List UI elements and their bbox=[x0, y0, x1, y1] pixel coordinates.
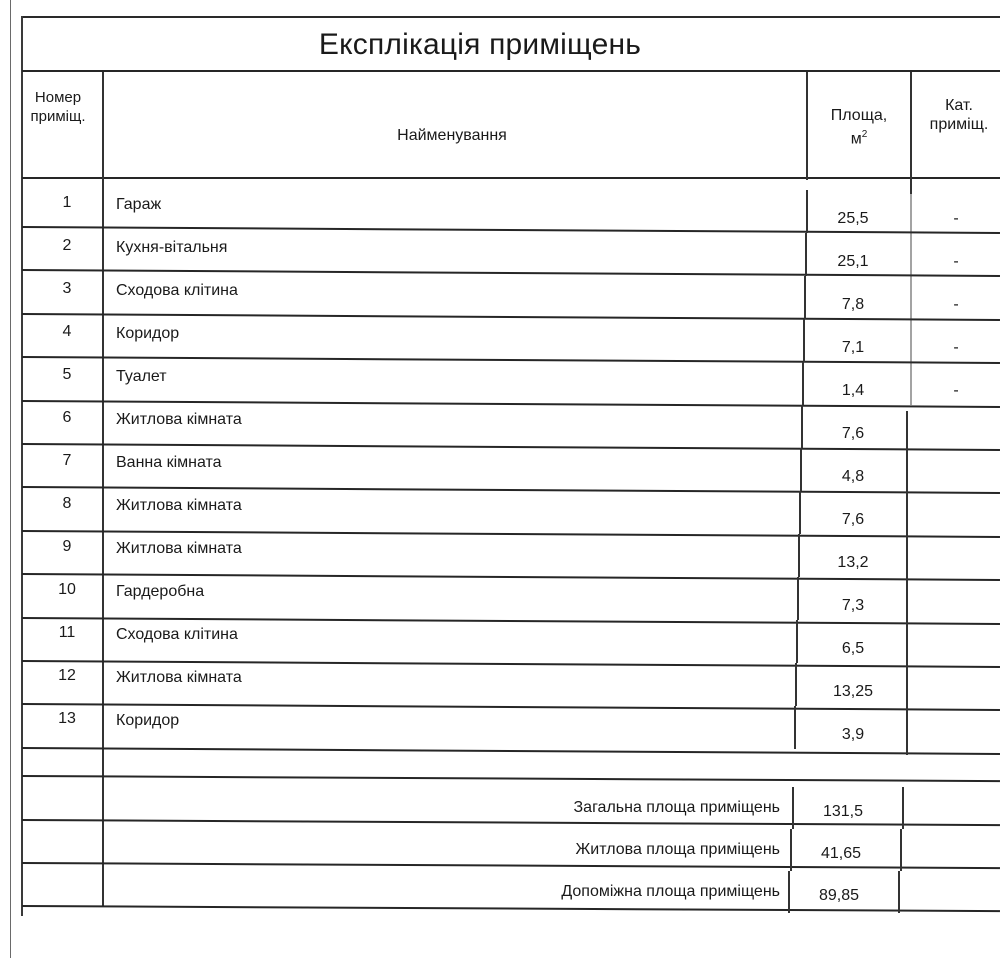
area-column-divider bbox=[802, 362, 804, 405]
room-number: 2 bbox=[62, 237, 72, 254]
room-area: 7,1 bbox=[841, 339, 865, 356]
total-value-divider bbox=[788, 871, 790, 913]
room-name: Коридор bbox=[116, 325, 180, 342]
category-column-divider bbox=[906, 712, 908, 755]
scan-edge bbox=[10, 0, 11, 958]
header-area-unit: м bbox=[850, 130, 862, 148]
header-area-unit-sup: 2 bbox=[861, 129, 868, 140]
area-column-divider bbox=[794, 706, 796, 749]
category-column-divider bbox=[906, 669, 908, 712]
area-column-divider bbox=[796, 620, 798, 663]
room-category: - bbox=[953, 339, 959, 356]
area-column-divider bbox=[795, 663, 797, 706]
total-label: Загальна площа приміщень bbox=[573, 799, 780, 816]
category-column-divider bbox=[906, 497, 908, 540]
room-category: - bbox=[953, 296, 959, 313]
room-name: Гараж bbox=[116, 196, 162, 213]
row-divider-line bbox=[22, 747, 1000, 755]
room-number: 7 bbox=[62, 452, 72, 469]
room-area: 4,8 bbox=[841, 468, 865, 485]
header-category bbox=[914, 96, 1000, 134]
area-column-divider bbox=[798, 534, 800, 577]
area-column-divider bbox=[804, 276, 806, 319]
category-column-divider bbox=[906, 583, 908, 626]
room-number: 12 bbox=[58, 667, 76, 684]
room-number: 4 bbox=[62, 323, 72, 340]
area-column-divider bbox=[805, 233, 807, 276]
header-number bbox=[28, 88, 88, 126]
room-area: 13,2 bbox=[837, 554, 869, 571]
row-divider-line bbox=[22, 356, 1000, 364]
category-column-divider bbox=[910, 190, 912, 233]
category-column-divider bbox=[906, 411, 908, 454]
total-value: 41,65 bbox=[820, 845, 862, 862]
area-column-divider bbox=[799, 491, 801, 534]
room-area: 1,4 bbox=[841, 382, 865, 399]
header-area-line1: Площа, bbox=[830, 107, 888, 124]
category-column-divider bbox=[906, 540, 908, 583]
row-divider-line bbox=[22, 660, 1000, 668]
room-area: 7,6 bbox=[841, 425, 865, 442]
room-area: 7,3 bbox=[841, 597, 865, 614]
area-column-divider bbox=[803, 319, 805, 362]
room-name: Кухня-вітальня bbox=[116, 239, 228, 256]
total-cat-divider bbox=[902, 787, 904, 829]
total-value: 131,5 bbox=[822, 803, 864, 820]
total-divider-line bbox=[22, 905, 1000, 912]
header-number-line1: Номер bbox=[34, 89, 82, 106]
total-label: Допоміжна площа приміщень bbox=[561, 883, 780, 900]
row-divider-line bbox=[22, 573, 1000, 581]
category-column-divider bbox=[910, 319, 912, 362]
room-number: 9 bbox=[62, 538, 72, 555]
total-value: 89,85 bbox=[818, 887, 860, 904]
header-bottom-line bbox=[22, 177, 1000, 179]
category-column-divider bbox=[906, 626, 908, 669]
area-column-divider bbox=[801, 405, 803, 448]
room-area: 7,8 bbox=[841, 296, 865, 313]
row-divider-line bbox=[22, 486, 1000, 494]
room-number: 8 bbox=[62, 495, 72, 512]
header-top-line bbox=[22, 70, 1000, 72]
room-category: - bbox=[953, 382, 959, 399]
header-area bbox=[812, 106, 906, 148]
area-column-divider bbox=[800, 448, 802, 491]
room-category: - bbox=[953, 253, 959, 270]
room-name: Житлова кімната bbox=[116, 411, 242, 428]
area-column-divider bbox=[797, 577, 799, 620]
document-title: Експлікація приміщень bbox=[318, 28, 642, 61]
room-name: Житлова кімната bbox=[116, 669, 242, 686]
room-area: 7,6 bbox=[841, 511, 865, 528]
room-name: Житлова кімната bbox=[116, 540, 242, 557]
room-number: 5 bbox=[62, 366, 72, 383]
room-area: 3,9 bbox=[841, 726, 865, 743]
room-number: 1 bbox=[62, 194, 72, 211]
room-area: 6,5 bbox=[841, 640, 865, 657]
header-category-line2: приміщ. bbox=[929, 116, 989, 133]
room-number: 11 bbox=[58, 624, 76, 641]
room-area: 25,5 bbox=[837, 210, 869, 227]
total-value-divider bbox=[792, 787, 794, 829]
column-divider-area-header bbox=[806, 72, 808, 180]
room-name: Гардеробна bbox=[116, 583, 205, 600]
category-column-divider bbox=[910, 233, 912, 276]
room-number: 10 bbox=[58, 581, 76, 598]
room-name: Туалет bbox=[116, 368, 167, 385]
header-area-line2 bbox=[812, 125, 906, 148]
room-name: Коридор bbox=[116, 712, 180, 729]
header-category-line1: Кат. bbox=[945, 97, 973, 114]
room-area: 13,25 bbox=[832, 683, 874, 700]
frame-top-border bbox=[22, 16, 1000, 18]
room-category: - bbox=[953, 210, 959, 227]
room-area: 25,1 bbox=[837, 253, 869, 270]
room-name: Ванна кімната bbox=[116, 454, 222, 471]
column-divider-cat-header bbox=[910, 72, 912, 194]
total-value-divider bbox=[790, 829, 792, 871]
room-name: Сходова клітина bbox=[116, 282, 238, 299]
total-cat-divider bbox=[900, 829, 902, 871]
room-number: 13 bbox=[58, 710, 76, 727]
total-cat-divider bbox=[898, 871, 900, 913]
row-divider-line bbox=[22, 530, 1000, 538]
row-divider-line bbox=[22, 617, 1000, 625]
room-name: Житлова кімната bbox=[116, 497, 242, 514]
header-number-line2: приміщ. bbox=[30, 108, 86, 125]
room-name: Сходова клітина bbox=[116, 626, 238, 643]
category-column-divider bbox=[906, 454, 908, 497]
header-name: Найменування bbox=[397, 127, 507, 144]
row-divider-line bbox=[22, 313, 1000, 321]
total-divider-line bbox=[22, 862, 1000, 869]
row-divider-line bbox=[22, 443, 1000, 451]
row-divider-line bbox=[22, 703, 1000, 711]
category-column-divider bbox=[910, 276, 912, 319]
row-divider-line bbox=[22, 400, 1000, 408]
room-number: 3 bbox=[62, 280, 72, 297]
area-column-divider bbox=[806, 190, 808, 233]
row-divider-line bbox=[22, 775, 1000, 782]
room-number: 6 bbox=[62, 409, 72, 426]
total-label: Житлова площа приміщень bbox=[575, 841, 780, 858]
category-column-divider bbox=[910, 362, 912, 405]
